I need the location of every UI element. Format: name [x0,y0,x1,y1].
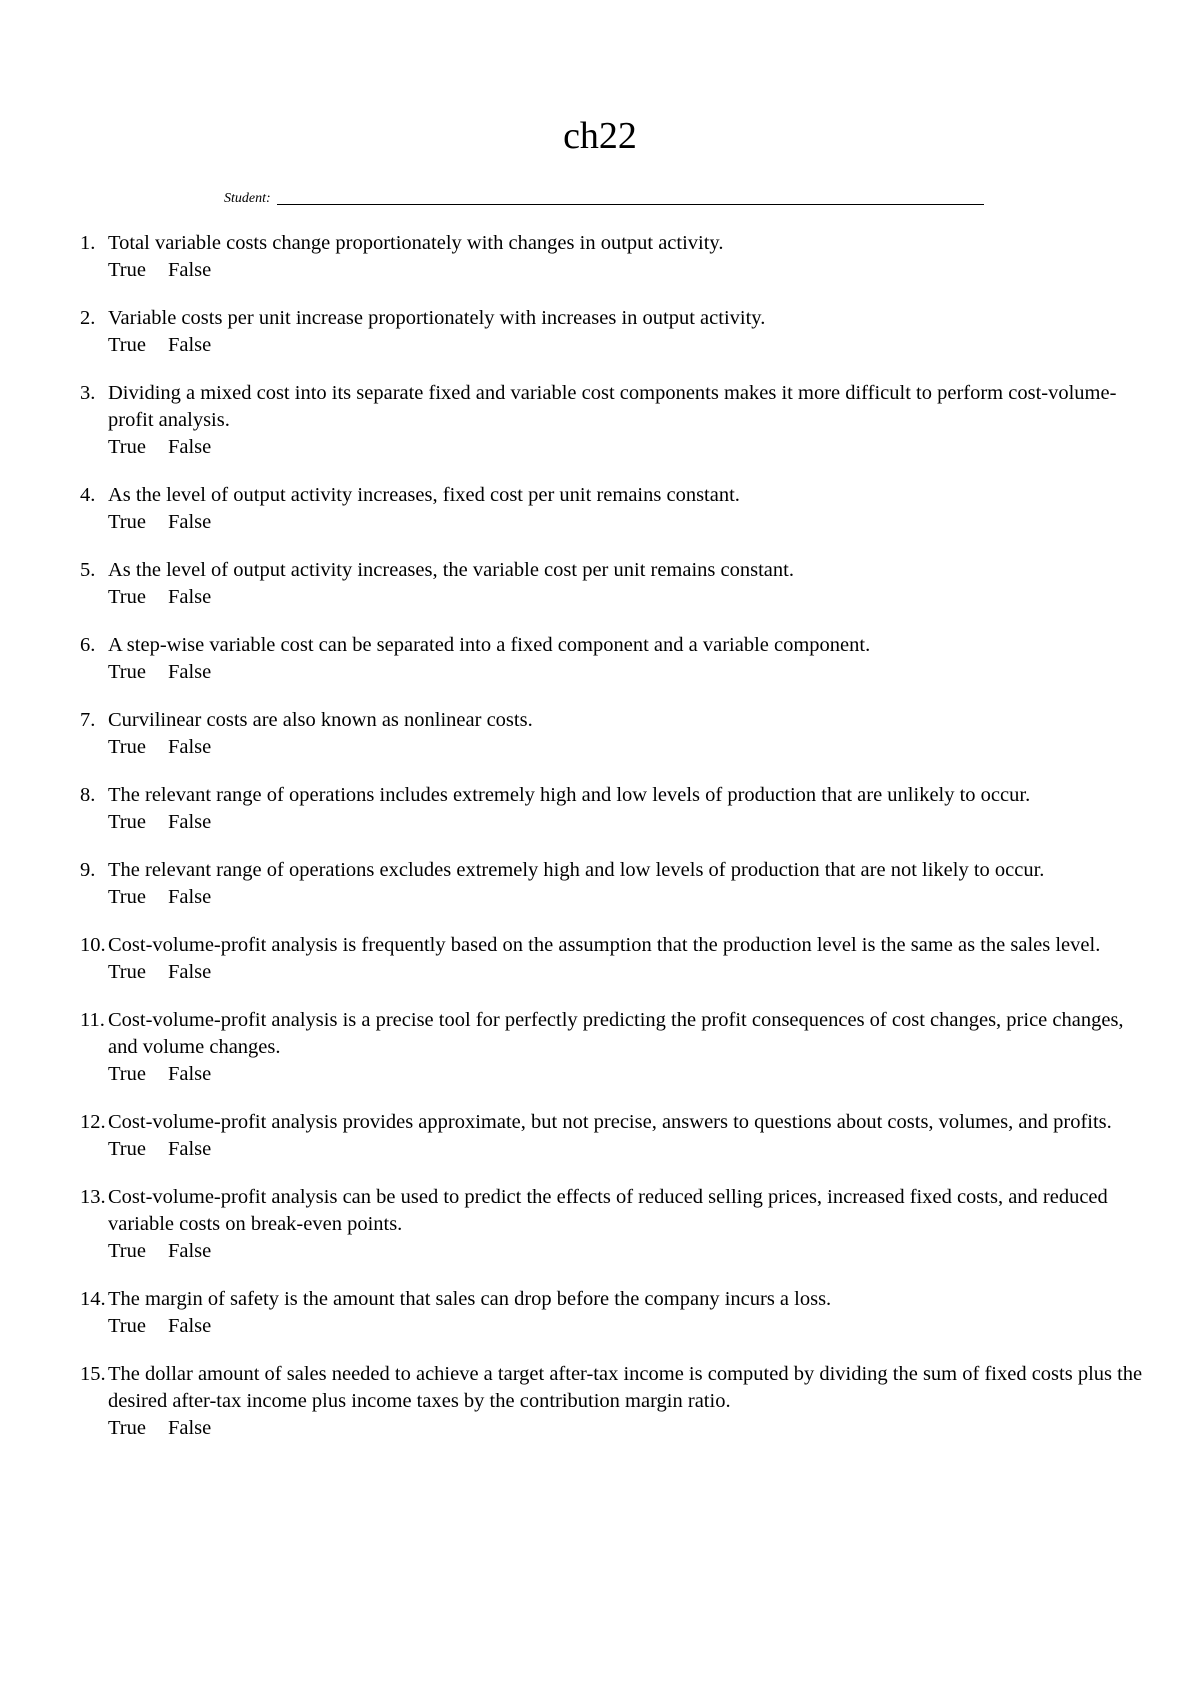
question-text: As the level of output activity increases, the variable cost per unit remains constant. [108,559,794,581]
question-body [108,482,1154,536]
answer-option-true[interactable]: True [108,886,146,908]
answer-options [108,332,1154,359]
answer-option-false[interactable]: False [167,811,212,833]
question-body [108,632,1154,686]
student-name-blank[interactable] [277,188,984,205]
question-text: Total variable costs change proportionately with changes in output activity. [108,232,724,254]
question-number-cell [54,632,108,686]
question-text: Cost-volume-profit analysis is a precise tool for perfectly predicting the profit consequences of cost changes, price changes, and volume changes. [108,1009,1124,1058]
question-item [54,557,1154,611]
question-body [108,380,1154,461]
answer-options [108,959,1154,986]
answer-options [108,659,1154,686]
question-number: 7. [80,709,96,731]
answer-option-true[interactable]: True [108,586,146,608]
page-title: ch22 [563,115,637,157]
question-item [54,482,1154,536]
answer-option-false[interactable]: False [167,661,212,683]
question-text: Cost-volume-profit analysis provides approximate, but not precise, answers to questions about costs, volumes, and profits. [108,1111,1112,1133]
question-number: 8. [80,784,96,806]
question-body [108,1286,1154,1340]
question-text: A step-wise variable cost can be separated into a fixed component and a variable component. [108,634,871,656]
answer-option-false[interactable]: False [167,1417,212,1439]
answer-option-false[interactable]: False [167,736,212,758]
question-number: 6. [80,634,96,656]
question-number: 1. [80,232,96,254]
question-item [54,1361,1154,1442]
question-number-cell [54,230,108,284]
answer-options [108,434,1154,461]
answer-option-true[interactable]: True [108,436,146,458]
answer-option-true[interactable]: True [108,1315,146,1337]
question-number: 15. [80,1363,106,1385]
question-item [54,1007,1154,1088]
question-number-cell [54,380,108,461]
question-item [54,632,1154,686]
question-number-cell [54,1184,108,1265]
answer-option-false[interactable]: False [167,1240,212,1262]
question-number-cell [54,1361,108,1442]
answer-option-true[interactable]: True [108,811,146,833]
answer-option-false[interactable]: False [167,1138,212,1160]
answer-options [108,1313,1154,1340]
question-item [54,782,1154,836]
question-body [108,857,1154,911]
answer-options [108,884,1154,911]
question-item [54,857,1154,911]
question-item [54,305,1154,359]
answer-options [108,1238,1154,1265]
answer-option-true[interactable]: True [108,961,146,983]
answer-option-false[interactable]: False [167,334,212,356]
answer-option-false[interactable]: False [167,511,212,533]
question-number: 13. [80,1186,106,1208]
question-text: Cost-volume-profit analysis is frequently based on the assumption that the production level is the same as the sales level. [108,934,1101,956]
answer-options [108,509,1154,536]
question-number-cell [54,482,108,536]
question-number-cell [54,782,108,836]
question-body [108,305,1154,359]
question-number: 3. [80,382,96,404]
question-number-cell [54,557,108,611]
question-body [108,1109,1154,1163]
answer-option-true[interactable]: True [108,1138,146,1160]
answer-option-true[interactable]: True [108,259,146,281]
answer-option-false[interactable]: False [167,436,212,458]
answer-option-false[interactable]: False [167,1315,212,1337]
student-label: Student: [224,191,271,206]
answer-options [108,809,1154,836]
question-text: The relevant range of operations includes extremely high and low levels of production that are unlikely to occur. [108,784,1031,806]
question-number: 11. [80,1009,105,1031]
answer-option-false[interactable]: False [167,886,212,908]
question-body [108,1361,1154,1442]
question-body [108,1007,1154,1088]
question-body [108,707,1154,761]
question-text: The relevant range of operations excludes extremely high and low levels of production that are not likely to occur. [108,859,1045,881]
answer-option-true[interactable]: True [108,1063,146,1085]
question-text: The dollar amount of sales needed to achieve a target after-tax income is computed by dividing the sum of fixed costs plus the desired after-tax income plus income taxes by the contribution margin ratio. [108,1363,1143,1412]
answer-option-true[interactable]: True [108,1240,146,1262]
question-text: Variable costs per unit increase proportionately with increases in output activity. [108,307,766,329]
question-number: 10. [80,934,106,956]
question-text: Dividing a mixed cost into its separate fixed and variable cost components makes it more difficult to perform cost-volume-profit analysis. [108,382,1117,431]
answer-option-false[interactable]: False [167,961,212,983]
question-text: As the level of output activity increases, fixed cost per unit remains constant. [108,484,740,506]
question-item [54,1286,1154,1340]
question-number-cell [54,1286,108,1340]
question-item [54,380,1154,461]
question-number: 12. [80,1111,106,1133]
question-item [54,932,1154,986]
question-number-cell [54,305,108,359]
question-body [108,230,1154,284]
answer-options [108,257,1154,284]
question-item [54,1184,1154,1265]
question-item [54,230,1154,284]
answer-option-true[interactable]: True [108,1417,146,1439]
question-body [108,1184,1154,1265]
question-number: 4. [80,484,96,506]
question-text: Curvilinear costs are also known as nonlinear costs. [108,709,533,731]
question-text: The margin of safety is the amount that sales can drop before the company incurs a loss. [108,1288,832,1310]
student-name-row [224,184,984,208]
answer-options [108,1415,1154,1442]
question-body [108,782,1154,836]
answer-option-true[interactable]: True [108,736,146,758]
question-text: Cost-volume-profit analysis can be used to predict the effects of reduced selling prices, increased fixed costs, and reduced variable costs on break-even points. [108,1186,1108,1235]
answer-option-true[interactable]: True [108,334,146,356]
question-number-cell [54,932,108,986]
question-body [108,557,1154,611]
answer-options [108,1061,1154,1088]
answer-option-true[interactable]: True [108,661,146,683]
answer-option-false[interactable]: False [167,586,212,608]
answer-options [108,584,1154,611]
question-body [108,932,1154,986]
answer-option-false[interactable]: False [167,259,212,281]
question-number-cell [54,1109,108,1163]
question-number: 14. [80,1288,106,1310]
question-list [54,230,1154,1463]
question-item [54,1109,1154,1163]
question-item [54,707,1154,761]
question-number-cell [54,1007,108,1088]
question-number: 5. [80,559,96,581]
question-number: 2. [80,307,96,329]
question-number-cell [54,707,108,761]
answer-option-true[interactable]: True [108,511,146,533]
question-number-cell [54,857,108,911]
answer-options [108,1136,1154,1163]
answer-option-false[interactable]: False [167,1063,212,1085]
answer-options [108,734,1154,761]
question-number: 9. [80,859,96,881]
